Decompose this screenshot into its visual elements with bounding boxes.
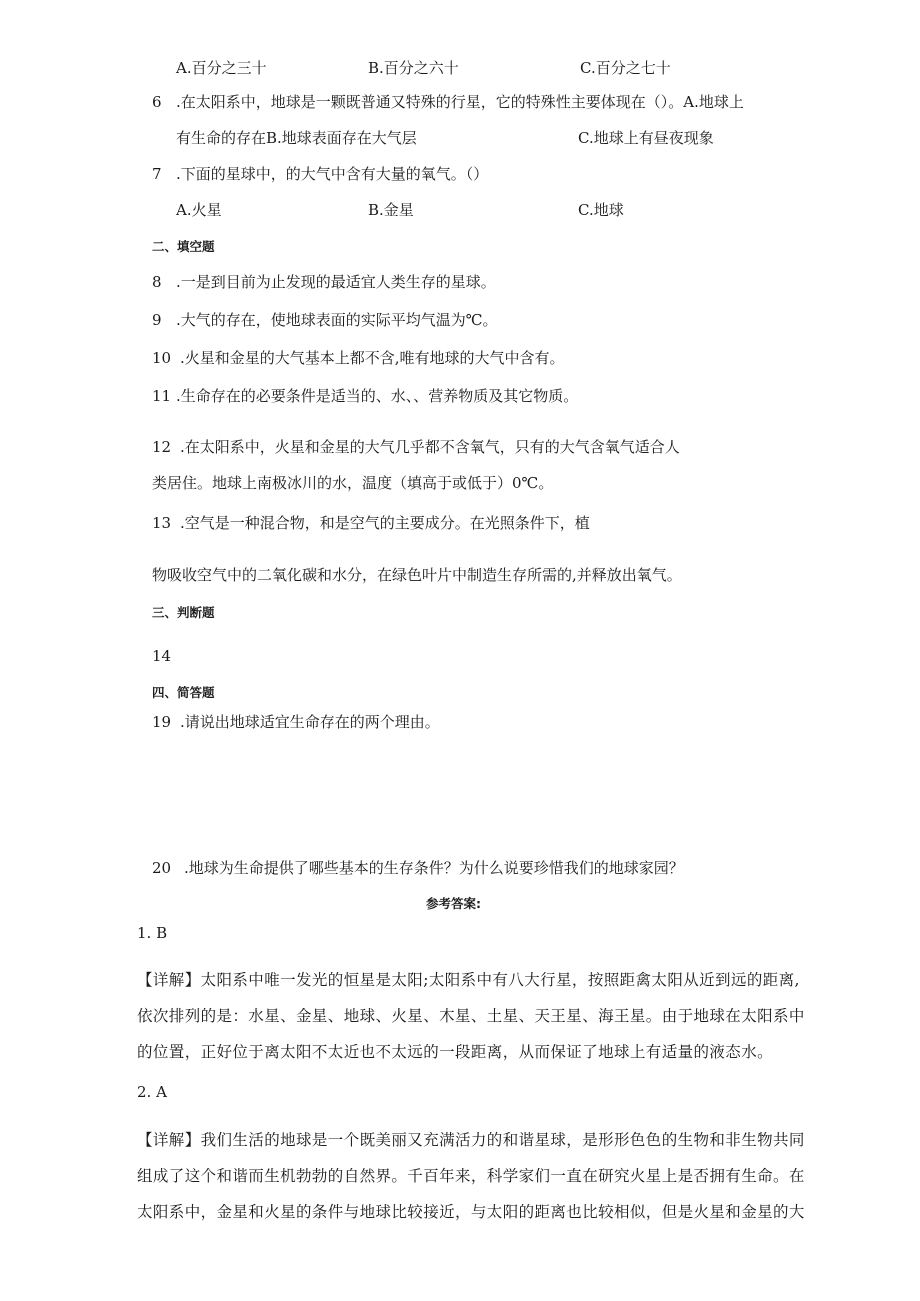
- q9-number: 9: [152, 311, 162, 329]
- answer-2-detail-line-2: 组成了这个和谐而生机勃勃的自然界。千百年来，科学家们一直在研究火星上是否拥有生命。在: [137, 1167, 805, 1185]
- q12-continuation: 类居住。地球上南极冰川的水，温度（填高于或低于）0℃。: [152, 474, 554, 492]
- q10-text: .火星和金星的大气基本上都不含,唯有地球的大气中含有。: [180, 349, 565, 367]
- q7-number: 7: [152, 165, 162, 183]
- q5-option-a: A.百分之三十: [176, 59, 267, 77]
- q7-option-a: A.火星: [176, 201, 222, 219]
- answer-2-label: 2. A: [137, 1083, 167, 1101]
- q9-text: .大气的存在，使地球表面的实际平均气温为℃。: [176, 311, 498, 329]
- q8-text: .一是到目前为止发现的最适宜人类生存的星球。: [176, 273, 496, 291]
- section-heading-short-answer: 四、简答题: [152, 685, 215, 700]
- section-heading-judgement: 三、判断题: [152, 605, 215, 620]
- q7-option-b: B.金星: [368, 201, 414, 219]
- q10-number: 10: [152, 349, 172, 367]
- q7-option-c: C.地球: [578, 201, 624, 219]
- q12-text: .在太阳系中，火星和金星的大气几乎都不含氧气，只有的大气含氧气适合人: [180, 438, 680, 456]
- q5-option-c: C.百分之七十: [580, 59, 671, 77]
- q13-number: 13: [152, 514, 172, 532]
- answer-2-detail-line-1: 【详解】我们生活的地球是一个既美丽又充满活力的和谐星球，是形形色色的生物和非生物共同: [137, 1131, 805, 1149]
- q11-text: .生命存在的必要条件是适当的、水、、营养物质及其它物质。: [176, 387, 579, 405]
- answer-2-detail-line-3: 太阳系中，金星和火星的条件与地球比较接近，与太阳的距离也比较相似，但是火星和金星的大: [137, 1203, 805, 1221]
- q8-number: 8: [152, 273, 162, 291]
- q6-number: 6: [152, 93, 162, 111]
- q19-text: .请说出地球适宜生命存在的两个理由。: [180, 713, 440, 731]
- q6-option-c: C.地球上有昼夜现象: [578, 129, 714, 147]
- answers-title: 参考答案:: [426, 896, 481, 911]
- q6-options-ab: 有生命的存在B.地球表面存在大气层: [176, 129, 417, 147]
- answer-1-detail-line-1: 【详解】太阳系中唯一发光的恒星是太阳;太阳系中有八大行星，按照距禽太阳从近到远的距离,: [137, 971, 800, 989]
- q19-number: 19: [152, 713, 172, 731]
- q7-text: .下面的星球中，的大气中含有大量的氧气。（）: [176, 165, 489, 183]
- q13-continuation: 物吸收空气中的二氧化碳和水分，在绿色叶片中制造生存所需的,并释放出氧气。: [152, 566, 682, 584]
- section-heading-fill-in: 二、填空题: [152, 239, 215, 254]
- answer-1-label: 1. B: [137, 924, 168, 942]
- q14-number: 14: [152, 647, 172, 665]
- q11-number: 11: [152, 387, 172, 405]
- q6-text: .在太阳系中，地球是一颗既普通又特殊的行星，它的特殊性主要体现在（）。A.地球上: [176, 93, 744, 111]
- answer-1-detail-line-2: 依次排列的是：水星、金星、地球、火星、木星、土星、天王星、海王星。由于地球在太阳系中: [137, 1007, 805, 1025]
- q20-number: 20: [152, 859, 172, 877]
- q20-text: .地球为生命提供了哪些基本的生存条件？为什么说要珍惜我们的地球家园？: [184, 859, 684, 877]
- q12-number: 12: [152, 438, 172, 456]
- q5-option-b: B.百分之六十: [368, 59, 459, 77]
- q13-text: .空气是一种混合物，和是空气的主要成分。在光照条件下，植: [180, 514, 590, 532]
- answer-1-detail-line-3: 的位置，正好位于离太阳不太近也不太远的一段距离，从而保证了地球上有适量的液态水。: [137, 1043, 774, 1061]
